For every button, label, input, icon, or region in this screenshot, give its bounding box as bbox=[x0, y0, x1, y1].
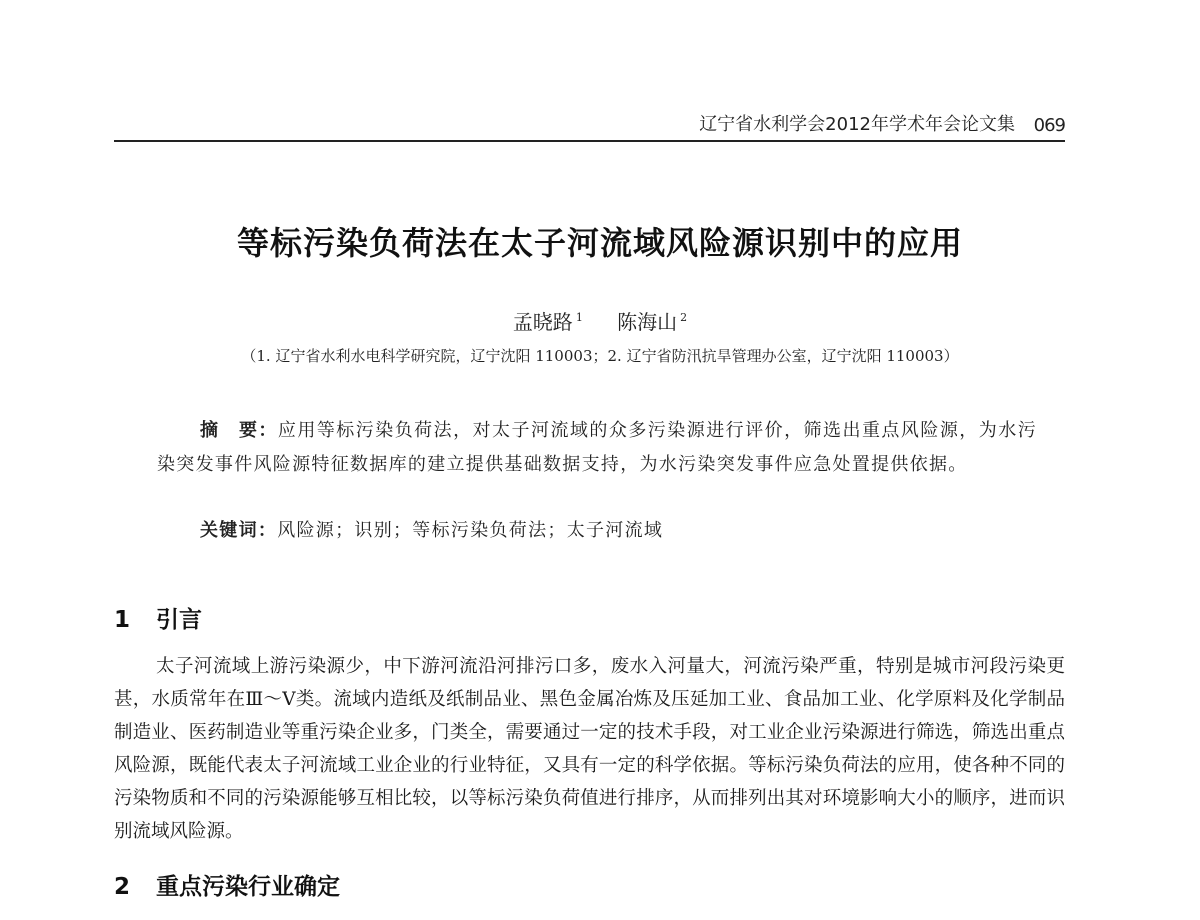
section-number: 2 bbox=[114, 874, 131, 900]
running-header bbox=[114, 110, 1065, 142]
section-title: 引言 bbox=[156, 607, 202, 633]
section-heading bbox=[114, 601, 202, 634]
author-name: 孟晓路 bbox=[512, 310, 573, 334]
journal-name: 辽宁省水利学会2012年学术年会论文集 bbox=[699, 114, 1015, 135]
author-affiliation-mark: 1 bbox=[575, 311, 583, 325]
author bbox=[617, 306, 687, 335]
abstract bbox=[157, 414, 1037, 482]
paper-title: 等标污染负荷法在太子河流域风险源识别中的应用 bbox=[236, 224, 963, 262]
author-affiliation-mark: 2 bbox=[680, 311, 688, 325]
keywords bbox=[200, 516, 663, 542]
page-number: 069 bbox=[1033, 115, 1065, 136]
author-name: 陈海山 bbox=[617, 310, 678, 334]
author-list bbox=[0, 306, 1200, 335]
keywords-label: 关键词： bbox=[200, 520, 278, 541]
section-number: 1 bbox=[114, 607, 131, 633]
keywords-text: 风险源；识别；等标污染负荷法；太子河流域 bbox=[277, 520, 664, 541]
abstract-label: 摘 要： bbox=[200, 420, 278, 441]
abstract-text: 应用等标污染负荷法，对太子河流域的众多污染源进行评价，筛选出重点风险源，为水污染突发事件风险源特征数据库的建立提供基础数据支持，为水污染突发事件应急处置提供依据。 bbox=[157, 420, 1038, 475]
affiliations: （1. 辽宁省水利水电科学研究院，辽宁沈阳 110003；2. 辽宁省防汛抗旱管理办公室，辽宁沈阳 110003） bbox=[241, 347, 959, 365]
section-heading bbox=[114, 868, 340, 901]
author bbox=[513, 306, 583, 335]
section-title: 重点污染行业确定 bbox=[156, 874, 340, 900]
body-paragraph: 太子河流域上游污染源少，中下游河流沿河排污口多，废水入河量大，河流污染严重，特别是城市河段污染更甚，水质常年在Ⅲ～Ⅴ类。流域内造纸及纸制品业、黑色金属冶炼及压延加工业、食品加工业、化学原料及化学制品制造业、医药制造业等重污染企业多，门类全，需要通过一定的技术手段，对工业企业污染源进行筛选，筛选出重点风险源，既能代表太子河流域工业企业的行业特征，又具有一定的科学依据。等标污染负荷法的应用，使各种不同的污染物质和不同的污染源能够互相比较，以等标污染负荷值进行排序，从而排列出其对环境影响大小的顺序，进而识别流域风险源。 bbox=[114, 656, 1065, 842]
